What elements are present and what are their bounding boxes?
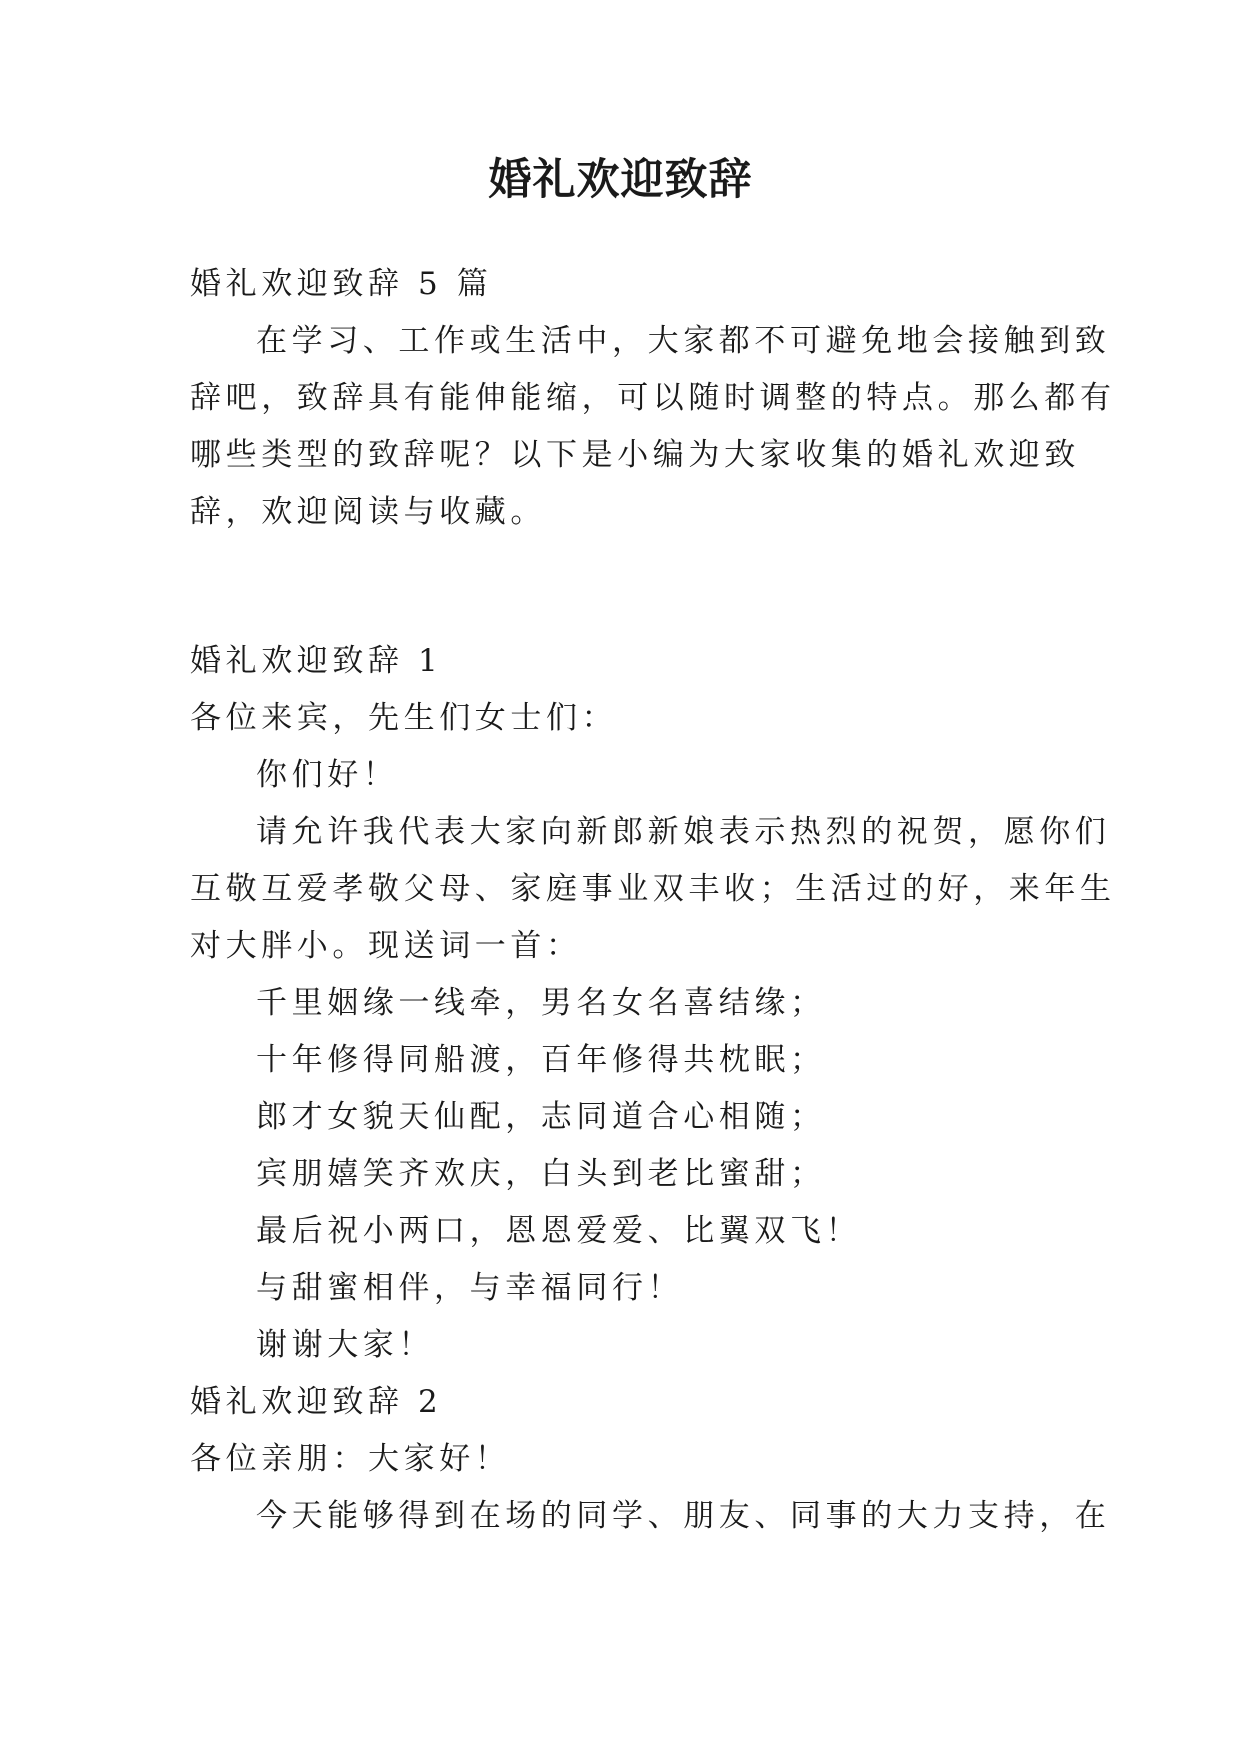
intro-line-1: 在学习、工作或生活中，大家都不可避免地会接触到致 (256, 323, 1111, 359)
paragraph-line: 互敬互爱孝敬父母、家庭事业双丰收；生活过的好，来年生 (190, 871, 1116, 907)
paragraph-line: 今天能够得到在场的同学、朋友、同事的大力支持，在 (256, 1498, 1111, 1534)
intro-line-2: 辞吧，致辞具有能伸能缩，可以随时调整的特点。那么都有 (190, 380, 1116, 416)
intro-line-4: 辞，欢迎阅读与收藏。 (190, 494, 546, 530)
poem-line: 十年修得同船渡，百年修得共枕眠； (256, 1042, 826, 1078)
salutation-line: 各位亲朋：大家好！ (190, 1441, 511, 1477)
paragraph-line: 与甜蜜相伴，与幸福同行！ (256, 1270, 684, 1306)
intro-line-3: 哪些类型的致辞呢？以下是小编为大家收集的婚礼欢迎致 (190, 437, 1080, 473)
greeting-line: 你们好！ (256, 757, 399, 793)
poem-line: 宾朋嬉笑齐欢庆，白头到老比蜜甜； (256, 1156, 826, 1192)
document-title: 婚礼欢迎致辞 (488, 155, 753, 205)
poem-line: 千里姻缘一线牵，男名女名喜结缘； (256, 985, 826, 1021)
paragraph-line: 请允许我代表大家向新郎新娘表示热烈的祝贺，愿你们 (256, 814, 1111, 850)
subtitle-line: 婚礼欢迎致辞 5 篇 (190, 266, 493, 302)
salutation-line: 各位来宾，先生们女士们： (190, 700, 618, 736)
paragraph-line: 对大胖小。现送词一首： (190, 928, 582, 964)
paragraph-line: 最后祝小两口，恩恩爱爱、比翼双飞！ (256, 1213, 862, 1249)
section-heading-1: 婚礼欢迎致辞 1 (190, 643, 443, 679)
poem-line: 郎才女貌天仙配，志同道合心相随； (256, 1099, 826, 1135)
section-heading-2: 婚礼欢迎致辞 2 (190, 1384, 443, 1420)
closing-line: 谢谢大家！ (256, 1327, 434, 1363)
